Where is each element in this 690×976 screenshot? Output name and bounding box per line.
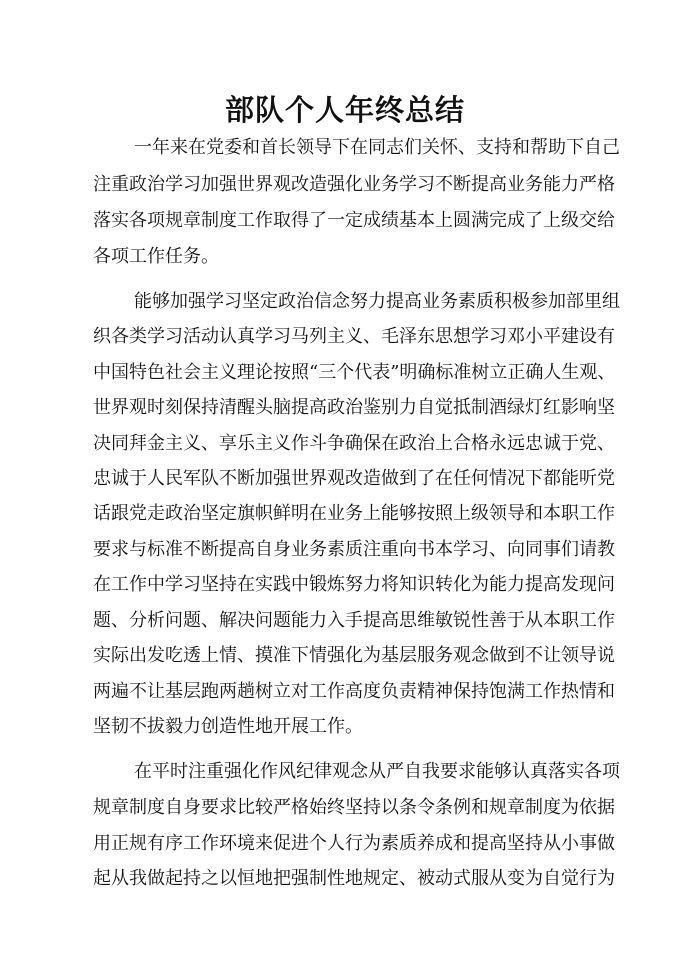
paragraph-line: 两遍不让基层跑两趟树立对工作高度负责精神保持饱满工作热情和 [93, 681, 615, 702]
paragraph-line: 实际出发吃透上情、摸准下情强化为基层服务观念做到不让领导说 [93, 645, 615, 666]
paragraph-line: 在工作中学习坚持在实践中锻炼努力将知识转化为能力提高发现问 [93, 574, 615, 595]
paragraph-line: 落实各项规章制度工作取得了一定成绩基本上圆满完成了上级交给 [93, 210, 615, 231]
paragraph-line: 一年来在党委和首长领导下在同志们关怀、支持和帮助下自己 [134, 137, 620, 158]
paragraph-line: 世界观时刻保持清醒头脑提高政治鉴别力自觉抵制酒绿灯红影响坚 [93, 397, 615, 418]
paragraph-line: 题、分析问题、解决问题能力入手提高思维敏锐性善于从本职工作 [93, 610, 615, 631]
paragraph-line: 起从我做起持之以恒地把强制性地规定、被动式服从变为自觉行为 [93, 868, 615, 889]
paragraph-line: 用正规有序工作环境来促进个人行为素质养成和提高坚持从小事做 [93, 833, 615, 854]
paragraph-line: 话跟党走政治坚定旗帜鲜明在业务上能够按照上级领导和本职工作 [93, 503, 615, 524]
paragraph-line: 织各类学习活动认真学习马列主义、毛泽东思想学习邓小平建设有 [93, 326, 615, 347]
paragraph-line: 各项工作任务。 [93, 246, 219, 267]
paragraph-line: 要求与标准不断提高自身业务素质注重向书本学习、向同事们请教 [93, 539, 615, 560]
paragraph-line: 在平时注重强化作风纪律观念从严自我要求能够认真落实各项 [134, 761, 620, 782]
paragraph-line: 能够加强学习坚定政治信念努力提高业务素质积极参加部里组 [134, 291, 620, 312]
paragraph-line: 决同拜金主义、享乐主义作斗争确保在政治上合格永远忠诚于党、 [93, 433, 615, 454]
paragraph-line: 规章制度自身要求比较严格始终坚持以条令条例和规章制度为依据 [93, 797, 615, 818]
paragraph-line: 坚韧不拔毅力创造性地开展工作。 [93, 716, 363, 737]
paragraph-line: 中国特色社会主义理论按照“三个代表”明确标准树立正确人生观、 [93, 362, 616, 383]
document-title: 部队个人年终总结 [224, 93, 465, 127]
paragraph-line: 注重政治学习加强世界观改造强化业务学习不断提高业务能力严格 [93, 174, 615, 195]
paragraph-line: 忠诚于人民军队不断加强世界观改造做到了在任何情况下都能听党 [93, 468, 615, 489]
